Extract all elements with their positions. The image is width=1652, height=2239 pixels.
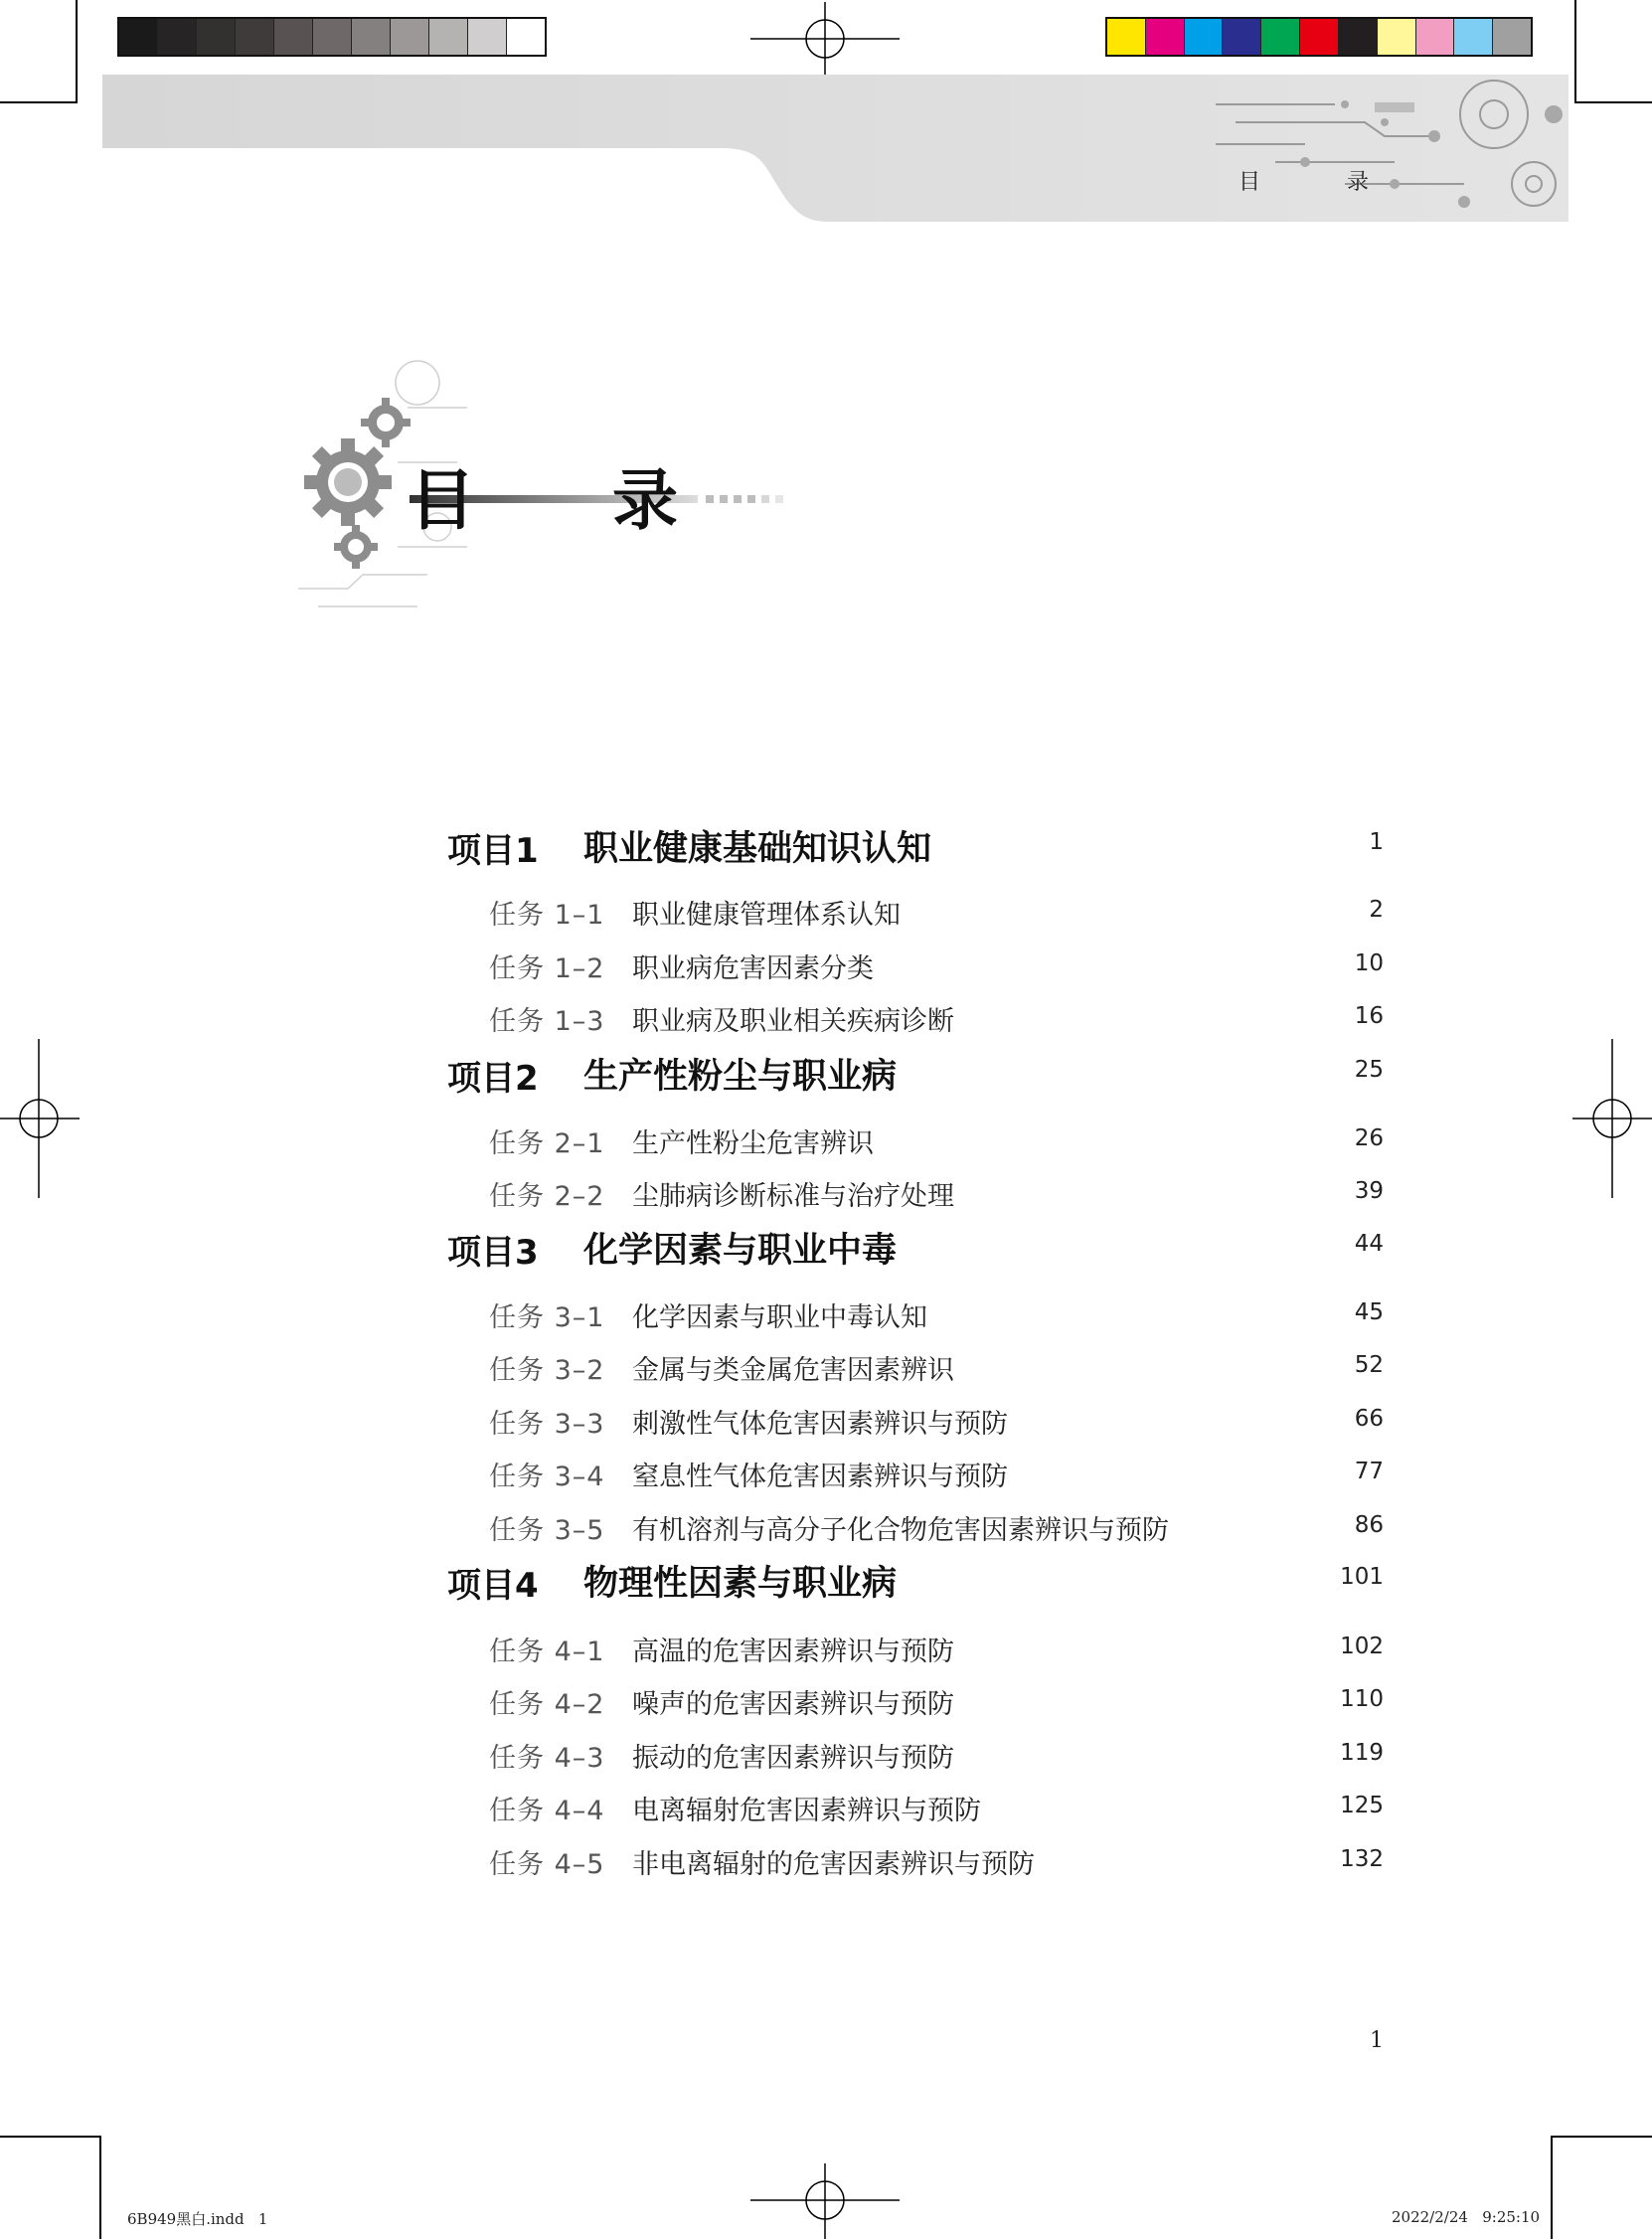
- toc-task-entry[interactable]: [0, 993, 1652, 1047]
- toc-entry-page: 132: [1340, 1846, 1384, 1872]
- toc-task-entry[interactable]: [0, 1502, 1652, 1556]
- toc-entry-number: 项目1: [447, 831, 539, 871]
- toc-entry-title: 电离辐射危害因素辨识与预防: [632, 1796, 981, 1826]
- toc-entry-title: 职业病危害因素分类: [632, 953, 874, 984]
- toc-entry-title: 职业病及职业相关疾病诊断: [632, 1006, 954, 1037]
- toc-entry-title: 有机溶剂与高分子化合物危害因素辨识与预防: [632, 1515, 1169, 1546]
- toc-task-entry[interactable]: [0, 1730, 1652, 1784]
- toc-entry-number: 任务 4–4: [489, 1796, 605, 1826]
- registration-mark-top: [750, 2, 900, 77]
- toc-entry-title: 生产性粉尘危害辨识: [632, 1128, 874, 1159]
- color-bar-swatch: [1107, 19, 1146, 55]
- color-bar: [1105, 17, 1533, 57]
- toc-task-entry[interactable]: [0, 1624, 1652, 1677]
- toc-entry-title: 化学因素与职业中毒: [583, 1230, 898, 1271]
- toc-entry-page: 110: [1340, 1686, 1384, 1712]
- toc-entry-page: 25: [1354, 1057, 1384, 1083]
- color-bar-swatch: [1300, 19, 1339, 55]
- toc-entry-title: 职业健康管理体系认知: [632, 900, 901, 931]
- toc-entry-page: 45: [1354, 1299, 1384, 1325]
- toc-entry-title: 化学因素与职业中毒认知: [632, 1302, 927, 1333]
- toc-entry-page: 39: [1354, 1178, 1384, 1204]
- toc-task-entry[interactable]: [0, 1783, 1652, 1836]
- grayscale-bar-swatch: [274, 19, 313, 55]
- toc-entry-page: 2: [1369, 897, 1384, 923]
- toc-entry-title: 物理性因素与职业病: [583, 1563, 898, 1604]
- toc-heading: [410, 447, 678, 542]
- grayscale-bar-swatch: [197, 19, 236, 55]
- color-bar-swatch: [1339, 19, 1378, 55]
- slug-file-name: 6B949黑白.indd 1: [127, 2210, 268, 2228]
- toc-entry-page: 86: [1354, 1512, 1384, 1538]
- toc-entry-number: 任务 4–1: [489, 1636, 605, 1667]
- toc-task-entry[interactable]: [0, 941, 1652, 994]
- grayscale-bar-swatch: [352, 19, 391, 55]
- toc-entry-page: 102: [1340, 1634, 1384, 1659]
- toc-task-entry[interactable]: [0, 1116, 1652, 1169]
- color-bar-swatch: [1416, 19, 1455, 55]
- toc-entry-number: 项目3: [447, 1233, 539, 1273]
- toc-entry-title: 非电离辐射的危害因素辨识与预防: [632, 1849, 1035, 1880]
- toc-entry-page: 26: [1354, 1125, 1384, 1151]
- grayscale-bar-swatch: [468, 19, 507, 55]
- toc-entry-number: 任务 2–2: [489, 1181, 605, 1212]
- toc-entry-number: 任务 4–2: [489, 1689, 605, 1720]
- page-number: 1: [1370, 2028, 1384, 2053]
- toc-entry-number: 任务 1–3: [489, 1006, 605, 1037]
- registration-mark-bottom: [750, 2163, 900, 2239]
- grayscale-bar-swatch: [391, 19, 429, 55]
- toc-project-entry[interactable]: [0, 1051, 1652, 1105]
- toc-entry-title: 刺激性气体危害因素辨识与预防: [632, 1409, 1008, 1440]
- color-bar-swatch: [1493, 19, 1531, 55]
- toc-entry-page: 101: [1340, 1564, 1384, 1590]
- toc-entry-page: 66: [1354, 1406, 1384, 1432]
- color-bar-swatch: [1261, 19, 1300, 55]
- toc-entry-title: 生产性粉尘与职业病: [583, 1056, 898, 1097]
- toc-task-entry[interactable]: [0, 1168, 1652, 1222]
- toc-entry-number: 任务 2–1: [489, 1128, 605, 1159]
- toc-project-entry[interactable]: [0, 1225, 1652, 1279]
- color-bar-swatch: [1454, 19, 1493, 55]
- grayscale-bar-swatch: [119, 19, 158, 55]
- slug-timestamp: 2022/2/24 9:25:10: [1392, 2208, 1541, 2226]
- toc-entry-number: 任务 3–1: [489, 1302, 605, 1333]
- toc-entry-title: 窒息性气体危害因素辨识与预防: [632, 1462, 1008, 1492]
- toc-entry-number: 项目4: [447, 1566, 539, 1606]
- toc-task-entry[interactable]: [0, 1449, 1652, 1502]
- toc-entry-title: 高温的危害因素辨识与预防: [632, 1636, 954, 1667]
- grayscale-bar-swatch: [507, 19, 545, 55]
- toc-entry-title: 噪声的危害因素辨识与预防: [632, 1689, 954, 1720]
- heading-decoration: [298, 358, 815, 626]
- grayscale-bar-swatch: [236, 19, 274, 55]
- grayscale-bar: [117, 17, 547, 57]
- gear-icon: [304, 398, 411, 569]
- toc-entry-title: 职业健康基础知识认知: [583, 828, 932, 869]
- toc-entry-page: 10: [1354, 950, 1384, 976]
- toc-task-entry[interactable]: [0, 1676, 1652, 1730]
- toc-entry-page: 52: [1354, 1352, 1384, 1378]
- toc-entry-page: 77: [1354, 1459, 1384, 1484]
- toc-project-entry[interactable]: [0, 1558, 1652, 1612]
- toc-entry-number: 任务 3–4: [489, 1462, 605, 1492]
- grayscale-bar-swatch: [313, 19, 352, 55]
- toc-project-entry[interactable]: [0, 823, 1652, 877]
- toc-entry-page: 125: [1340, 1793, 1384, 1818]
- toc-task-entry[interactable]: [0, 1342, 1652, 1396]
- toc-task-entry[interactable]: [0, 1290, 1652, 1343]
- toc-entry-number: 任务 3–3: [489, 1409, 605, 1440]
- toc-entry-number: 任务 3–2: [489, 1355, 605, 1386]
- toc-heading-char-1: 目: [410, 461, 475, 539]
- toc-entry-number: 任务 1–2: [489, 953, 605, 984]
- grayscale-bar-swatch: [429, 19, 468, 55]
- toc-task-entry[interactable]: [0, 1836, 1652, 1890]
- color-bar-swatch: [1223, 19, 1261, 55]
- color-bar-swatch: [1146, 19, 1185, 55]
- toc-task-entry[interactable]: [0, 887, 1652, 941]
- toc-entry-page: 119: [1340, 1740, 1384, 1766]
- toc-entry-number: 任务 3–5: [489, 1515, 605, 1546]
- toc-entry-page: 16: [1354, 1003, 1384, 1029]
- toc-entry-number: 任务 4–5: [489, 1849, 605, 1880]
- header-band: [102, 75, 1569, 224]
- toc-task-entry[interactable]: [0, 1396, 1652, 1450]
- header-title: 目 录: [1239, 170, 1408, 195]
- toc-entry-title: 金属与类金属危害因素辨识: [632, 1355, 954, 1386]
- toc-entry-number: 项目2: [447, 1059, 539, 1099]
- toc-entry-number: 任务 1–1: [489, 900, 605, 931]
- color-bar-swatch: [1185, 19, 1224, 55]
- toc-entry-page: 44: [1354, 1231, 1384, 1257]
- toc-heading-char-2: 录: [612, 461, 678, 539]
- toc-entry-title: 尘肺病诊断标准与治疗处理: [632, 1181, 954, 1212]
- grayscale-bar-swatch: [158, 19, 197, 55]
- toc-entry-number: 任务 4–3: [489, 1743, 605, 1774]
- toc-entry-page: 1: [1369, 829, 1384, 855]
- color-bar-swatch: [1378, 19, 1416, 55]
- toc-entry-title: 振动的危害因素辨识与预防: [632, 1743, 954, 1774]
